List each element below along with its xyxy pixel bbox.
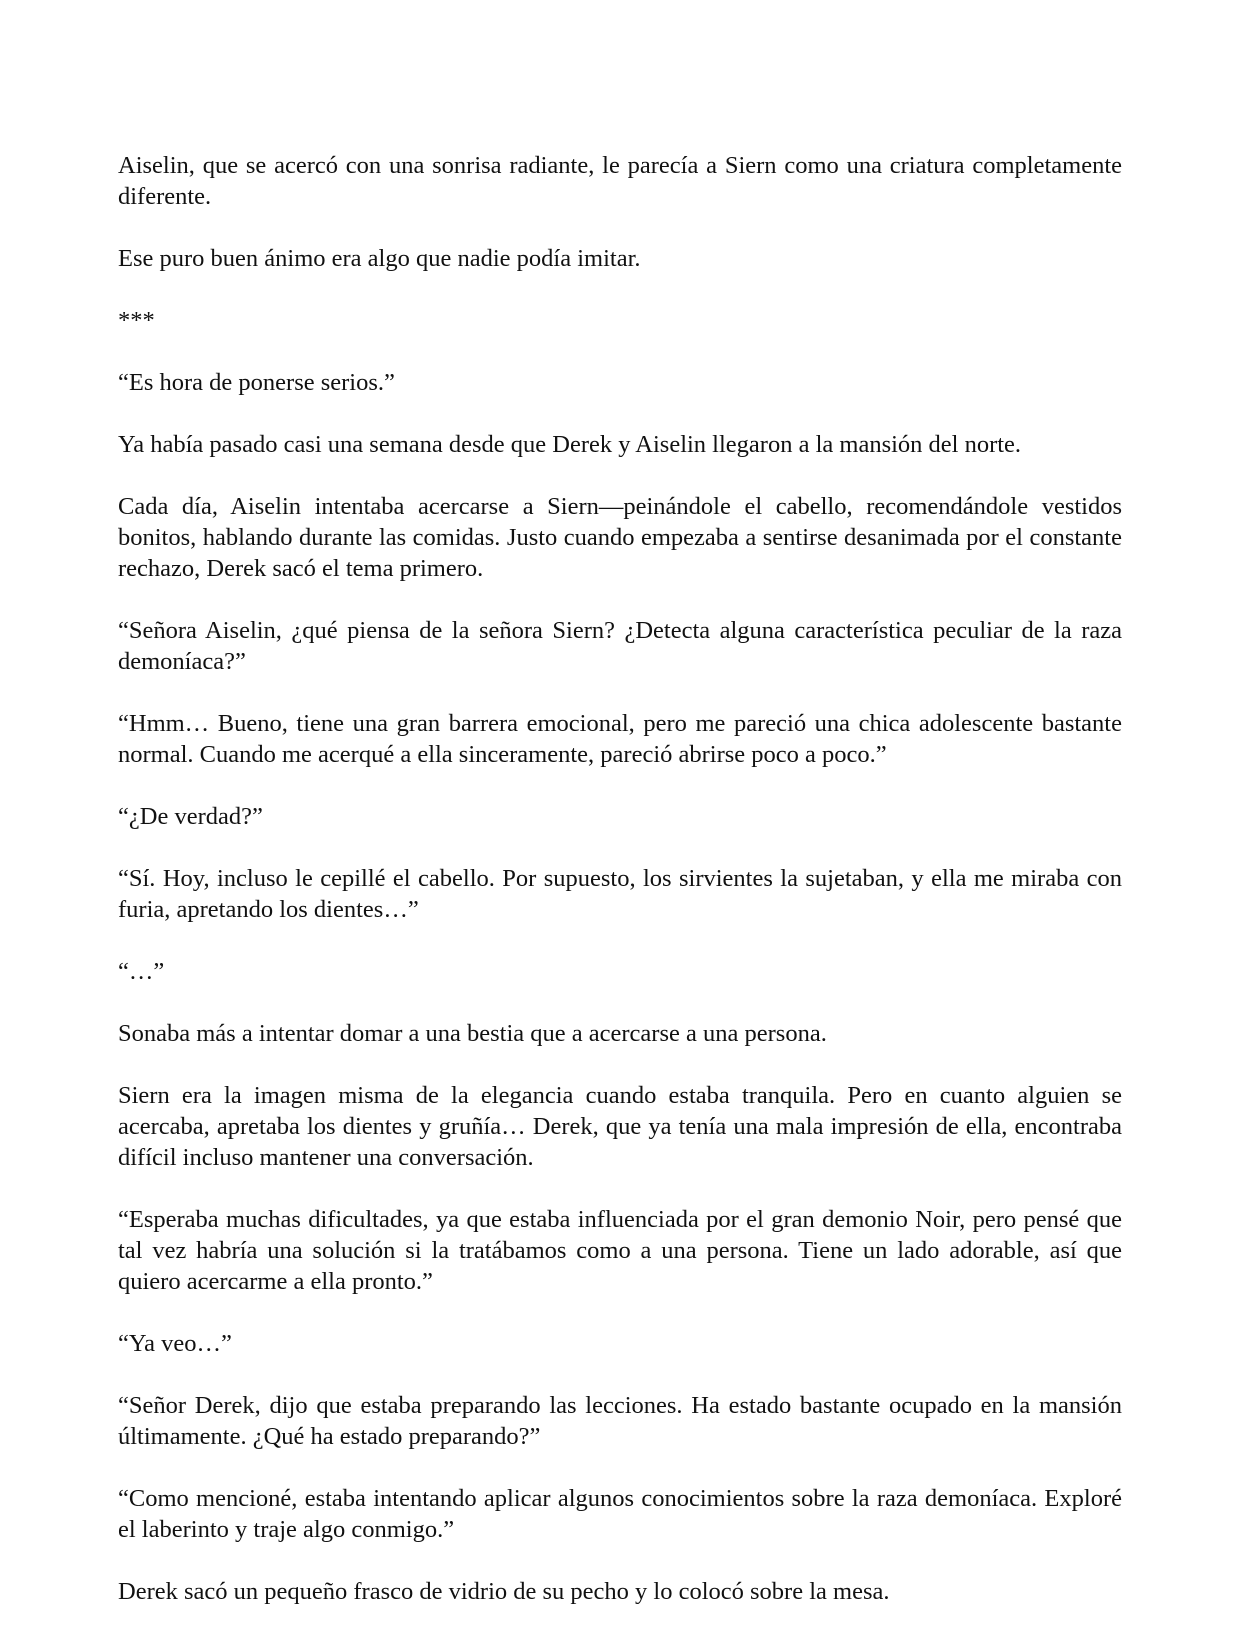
scene-break: ***: [118, 307, 155, 334]
paragraph: “Es hora de ponerse serios.”: [118, 369, 395, 396]
paragraph: Cada día, Aiselin intentaba acercarse a Siern—peinándole el cabello, recomendándole vestidos bonitos, hablando durante las comidas. Justo cuando empezaba a sentirse desanimada por el constante rechazo, Derek sacó el tema primero.: [118, 493, 1122, 582]
paragraph: “Señor Derek, dijo que estaba preparando las lecciones. Ha estado bastante ocupado en la mansión últimamente. ¿Qué ha estado preparando?”: [118, 1392, 1122, 1450]
paragraph: “¿De verdad?”: [118, 803, 263, 830]
paragraph: Siern era la imagen misma de la elegancia cuando estaba tranquila. Pero en cuanto alguien se acercaba, apretaba los dientes y gruñía… Derek, que ya tenía una mala impresión de ella, encontraba difícil incluso mantener una conversación.: [118, 1082, 1122, 1171]
paragraph: Derek sacó un pequeño frasco de vidrio de su pecho y lo colocó sobre la mesa.: [118, 1578, 890, 1605]
paragraph: Ese puro buen ánimo era algo que nadie podía imitar.: [118, 245, 641, 272]
paragraph: Sonaba más a intentar domar a una bestia que a acercarse a una persona.: [118, 1020, 827, 1047]
paragraph: “…”: [118, 958, 165, 985]
paragraph: “Esperaba muchas dificultades, ya que estaba influenciada por el gran demonio Noir, pero pensé que tal vez habría una solución si la tratábamos como a una persona. Tiene un lado adorable, así que quiero acercarme a ella pronto.”: [118, 1206, 1122, 1295]
paragraph: “Hmm… Bueno, tiene una gran barrera emocional, pero me pareció una chica adolescente bastante normal. Cuando me acerqué a ella sinceramente, pareció abrirse poco a poco.”: [118, 710, 1122, 768]
paragraph: “Señora Aiselin, ¿qué piensa de la señora Siern? ¿Detecta alguna característica peculiar de la raza demoníaca?”: [118, 617, 1122, 675]
paragraph: “Como mencioné, estaba intentando aplicar algunos conocimientos sobre la raza demoníaca. Exploré el laberinto y traje algo conmigo.”: [118, 1485, 1122, 1543]
paragraph: Ya había pasado casi una semana desde que Derek y Aiselin llegaron a la mansión del norte.: [118, 431, 1022, 458]
paragraph: “Sí. Hoy, incluso le cepillé el cabello. Por supuesto, los sirvientes la sujetaban, y ella me miraba con furia, apretando los dientes…”: [118, 865, 1122, 923]
paragraph: “Ya veo…”: [118, 1330, 232, 1357]
paragraph: Aiselin, que se acercó con una sonrisa radiante, le parecía a Siern como una criatura completamente diferente.: [118, 152, 1122, 210]
document-body: [118, 150, 1122, 1638]
